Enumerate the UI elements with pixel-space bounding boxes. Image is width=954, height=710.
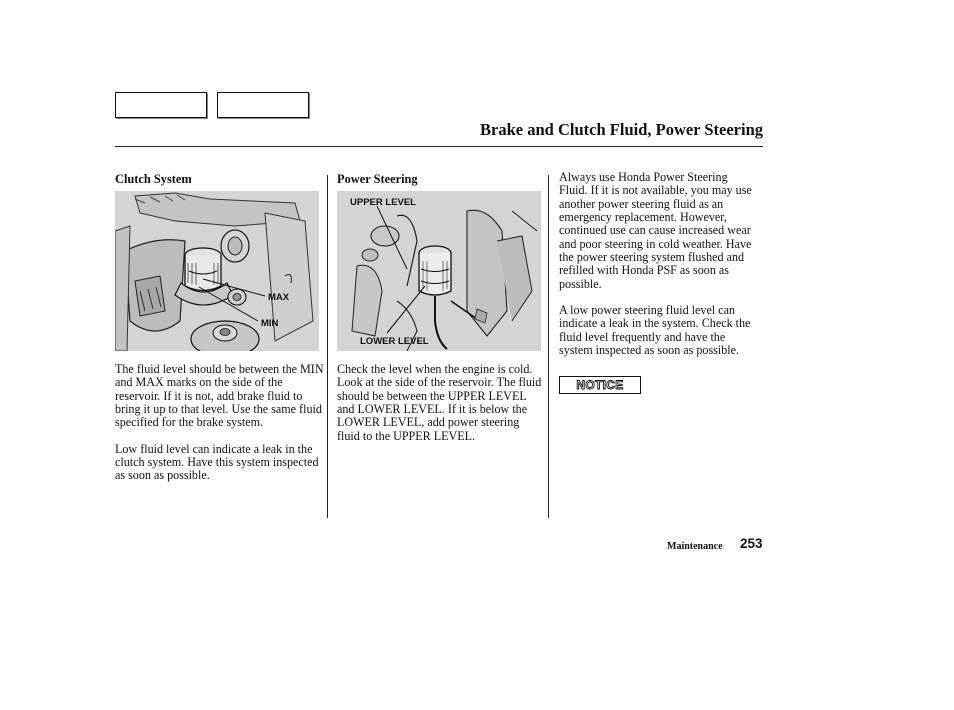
- psf-column: [559, 171, 759, 394]
- title-rule: [115, 146, 763, 147]
- power-steering-column: [337, 171, 543, 443]
- clutch-reservoir-figure: [115, 191, 319, 351]
- power-steering-reservoir-illustration: [337, 191, 541, 351]
- column-divider: [327, 175, 328, 518]
- clutch-heading: Clutch System: [115, 172, 192, 186]
- notice-badge: NOTICE: [559, 376, 641, 394]
- footer-section: Maintenance: [667, 541, 723, 552]
- max-mark-label: MAX: [268, 292, 290, 303]
- page-number: 253: [740, 536, 763, 551]
- clutch-column: [115, 171, 325, 483]
- power-steering-heading: Power Steering: [337, 172, 418, 186]
- psf-paragraph-1: Always use Honda Power Steering Fluid. If it is not available, you may use another power steering fluid as an emergency replacement. However, continued use can cause increased wear and poor steering in cold weather. Have the power steering system flushed and refilled with Honda PSF as soon as possible.: [559, 170, 752, 291]
- clutch-paragraph-2: Low fluid level can indicate a leak in the clutch system. Have this system inspected as soon as possible.: [115, 441, 319, 483]
- psf-paragraph-2: A low power steering fluid level can indicate a leak in the system. Check the fluid level frequently and have the system inspected as soon as possible.: [559, 303, 751, 358]
- clutch-reservoir-illustration: [115, 191, 319, 351]
- power-steering-reservoir-figure: [337, 191, 541, 351]
- lower-level-label: LOWER LEVEL: [360, 336, 429, 347]
- min-mark-label: MIN: [261, 318, 279, 329]
- page-title: Brake and Clutch Fluid, Power Steering: [480, 120, 763, 139]
- next-page-button[interactable]: [217, 92, 309, 118]
- clutch-paragraph-1: The fluid level should be between the MIN and MAX marks on the side of the reservoir. If it is not, add brake fluid to bring it up to that level. Use the same fluid specified for the brake system.: [115, 362, 324, 430]
- column-divider: [548, 175, 549, 518]
- prev-page-button[interactable]: [115, 92, 207, 118]
- upper-level-label: UPPER LEVEL: [350, 197, 416, 208]
- power-steering-paragraph-1: Check the level when the engine is cold. Look at the side of the reservoir. The fluid should be between the UPPER LEVEL and LOWER LEVEL. If it is below the LOWER LEVEL, add power steering fluid to the UPPER LEVEL.: [337, 362, 542, 443]
